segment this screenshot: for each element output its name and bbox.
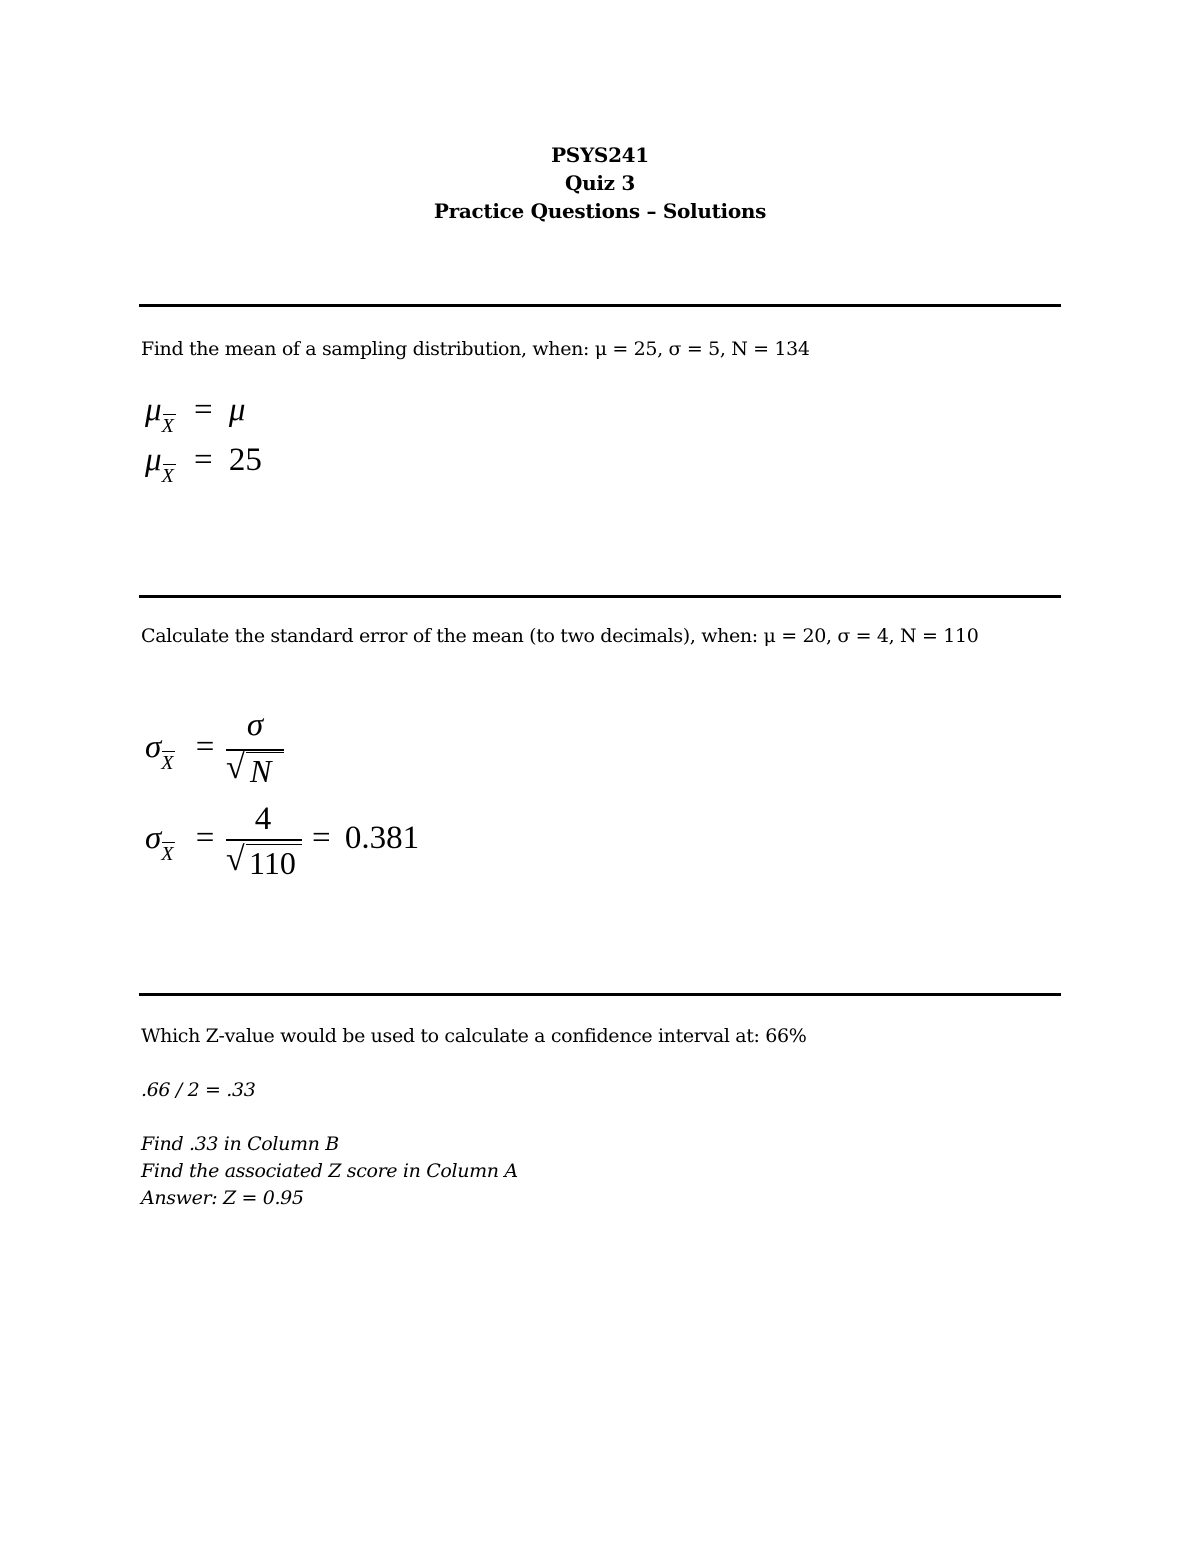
q1-equation-2	[145, 442, 262, 487]
radicand: N	[250, 753, 272, 789]
mu-symbol: μ	[228, 392, 246, 428]
radical-sign: √	[226, 749, 245, 786]
equals-sign: =	[195, 729, 215, 765]
q3-step-1: .66 / 2 = .33	[141, 1079, 256, 1101]
q2-equation-1-lhs	[145, 729, 215, 774]
quiz-title: Quiz 3	[565, 171, 635, 195]
q3-step-2: Find .33 in Column B	[141, 1133, 339, 1155]
mu-symbol: μ	[145, 442, 162, 478]
xbar-overline	[163, 414, 176, 415]
sigma-symbol: σ	[145, 820, 162, 856]
fraction-sigma-over-root-n	[224, 705, 286, 790]
equals-sign: =	[195, 820, 215, 856]
course-code: PSYS241	[551, 143, 649, 167]
question-2-prompt: Calculate the standard error of the mean (to two decimals), when: μ = 20, σ = 4, N = 110	[141, 625, 979, 647]
fraction-numerator: 4	[254, 801, 272, 837]
xbar-subscript: X	[161, 415, 174, 437]
equals-sign: =	[312, 820, 331, 856]
document-subtitle: Practice Questions – Solutions	[433, 199, 767, 223]
xbar-subscript: X	[161, 843, 174, 865]
question-3-prompt: Which Z-value would be used to calculate a confidence interval at: 66%	[141, 1025, 807, 1047]
xbar-overline	[162, 751, 175, 752]
fraction-numerator: σ	[246, 707, 264, 743]
equals-sign: =	[194, 442, 213, 478]
q1-equation-1	[145, 392, 246, 437]
section-divider	[139, 993, 1061, 996]
section-divider	[139, 304, 1061, 307]
fraction-4-over-root-110	[224, 797, 304, 885]
xbar-subscript: X	[161, 752, 174, 774]
equals-sign: =	[194, 392, 213, 428]
q3-solution-steps	[141, 1131, 518, 1212]
q2-equation-2-result	[312, 820, 419, 857]
xbar-overline	[163, 464, 176, 465]
section-divider	[139, 595, 1061, 598]
xbar-overline	[162, 842, 175, 843]
mu-symbol: μ	[145, 392, 162, 428]
radicand: 110	[249, 845, 296, 881]
radical-sign: √	[226, 841, 245, 878]
q2-equation-2-lhs	[145, 820, 215, 865]
q1-result: 25	[228, 442, 262, 478]
xbar-subscript: X	[161, 465, 174, 487]
standard-error-result: 0.381	[344, 820, 420, 856]
document-header	[0, 141, 1200, 225]
sigma-symbol: σ	[145, 729, 162, 765]
q3-step-3: Find the associated Z score in Column A	[141, 1160, 518, 1182]
q3-answer: Answer: Z = 0.95	[141, 1187, 304, 1209]
question-1-prompt: Find the mean of a sampling distribution, when: μ = 25, σ = 5, N = 134	[141, 338, 810, 360]
